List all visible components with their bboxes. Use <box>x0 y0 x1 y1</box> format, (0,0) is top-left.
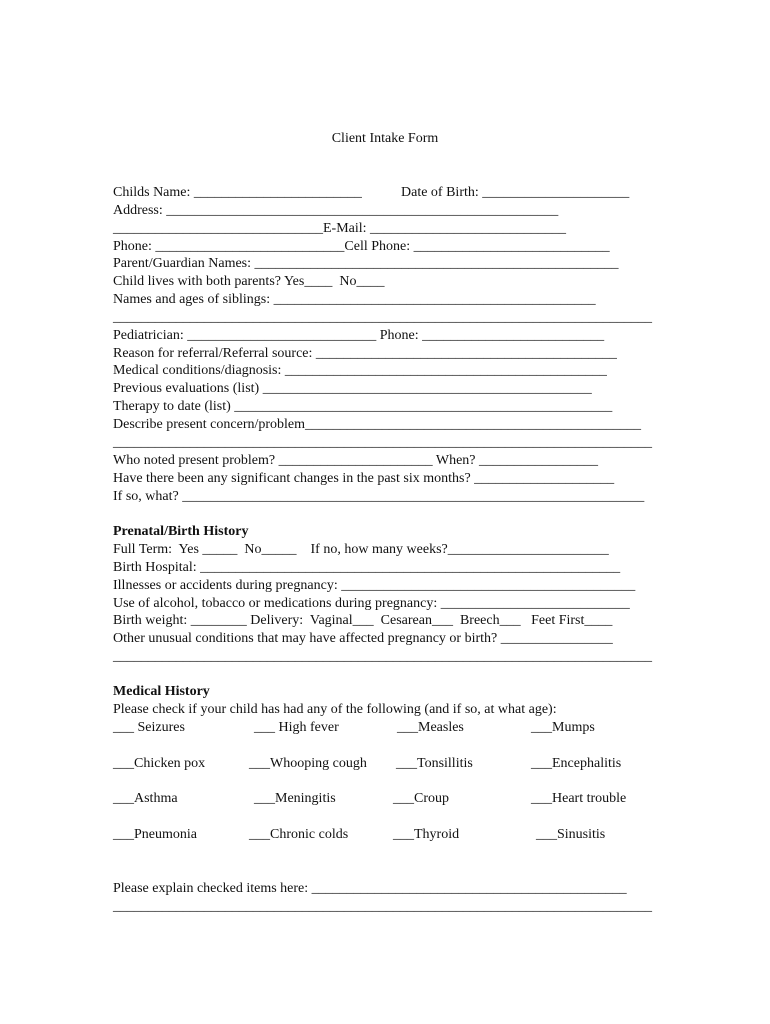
checkbox-asthma[interactable]: ___Asthma <box>113 791 178 806</box>
full-term-field[interactable]: Full Term: Yes _____ No_____ If no, how many weeks?_______________________ <box>113 542 609 557</box>
medical-history-heading: Medical History <box>113 684 210 699</box>
medical-instructions: Please check if your child has had any of the following (and if so, at what age): <box>113 702 557 717</box>
birth-hospital-field[interactable]: Birth Hospital: ____________________________________________________________ <box>113 560 621 575</box>
explain-checked-field[interactable]: Please explain checked items here: _____________________________________________ <box>113 881 627 896</box>
medical-conditions-field[interactable]: Medical conditions/diagnosis: ______________________________________________ <box>113 363 607 378</box>
checkbox-seizures[interactable]: ___ Seizures <box>113 720 185 735</box>
referral-field[interactable]: Reason for referral/Referral source: ___________________________________________ <box>113 346 617 361</box>
guardian-names-field[interactable]: Parent/Guardian Names: ____________________________________________________ <box>113 256 619 271</box>
previous-evaluations-field[interactable]: Previous evaluations (list) _______________________________________________ <box>113 381 592 396</box>
blank-line[interactable]: _____________________________________________________________________________ <box>113 435 652 450</box>
checkbox-thyroid[interactable]: ___Thyroid <box>393 827 460 842</box>
checkbox-croup[interactable]: ___Croup <box>393 791 449 806</box>
if-so-what-field[interactable]: If so, what? __________________________________________________________________ <box>113 489 645 504</box>
childs-name-field[interactable]: Childs Name: ________________________ <box>113 185 362 200</box>
prenatal-heading: Prenatal/Birth History <box>113 524 249 539</box>
birth-weight-field[interactable]: Birth weight: ________ Delivery: Vaginal___ Cesarean___ Breech___ Feet First____ <box>113 613 613 628</box>
present-concern-field[interactable]: Describe present concern/problem________________________________________________ <box>113 417 642 432</box>
checkbox-encephalitis[interactable]: ___Encephalitis <box>531 756 622 771</box>
form-title: Client Intake Form <box>331 131 439 146</box>
blank-line[interactable]: _____________________________________________________________________________ <box>113 310 652 325</box>
pediatrician-field[interactable]: Pediatrician: ___________________________ Phone: __________________________ <box>113 328 605 343</box>
checkbox-tonsillitis[interactable]: ___Tonsillitis <box>396 756 473 771</box>
checkbox-heart-trouble[interactable]: ___Heart trouble <box>531 791 627 806</box>
checkbox-chronic-colds[interactable]: ___Chronic colds <box>249 827 349 842</box>
checkbox-chicken-pox[interactable]: ___Chicken pox <box>113 756 206 771</box>
checkbox-mumps[interactable]: ___Mumps <box>531 720 595 735</box>
checkbox-meningitis[interactable]: ___Meningitis <box>254 791 336 806</box>
therapy-field[interactable]: Therapy to date (list) ______________________________________________________ <box>113 399 613 414</box>
siblings-field[interactable]: Names and ages of siblings: ______________________________________________ <box>113 292 596 307</box>
who-noted-field[interactable]: Who noted present problem? ______________________ When? _________________ <box>113 453 599 468</box>
both-parents-field[interactable]: Child lives with both parents? Yes____ No____ <box>113 274 385 289</box>
address-field[interactable]: Address: ________________________________________________________ <box>113 203 559 218</box>
blank-line[interactable]: _____________________________________________________________________________ <box>113 649 652 664</box>
checkbox-whooping-cough[interactable]: ___Whooping cough <box>249 756 367 771</box>
substance-use-field[interactable]: Use of alcohol, tobacco or medications during pregnancy: ___________________________ <box>113 596 630 611</box>
phone-field[interactable]: Phone: ___________________________Cell Phone: ____________________________ <box>113 239 610 254</box>
significant-changes-field[interactable]: Have there been any significant changes in the past six months? ____________________ <box>113 471 615 486</box>
pregnancy-illnesses-field[interactable]: Illnesses or accidents during pregnancy: __________________________________________ <box>113 578 636 593</box>
date-of-birth-field[interactable]: Date of Birth: _____________________ <box>401 185 630 200</box>
checkbox-measles[interactable]: ___Measles <box>397 720 464 735</box>
checkbox-sinusitis[interactable]: ___Sinusitis <box>536 827 606 842</box>
checkbox-pneumonia[interactable]: ___Pneumonia <box>113 827 197 842</box>
checkbox-high-fever[interactable]: ___ High fever <box>254 720 339 735</box>
email-field[interactable]: ______________________________E-Mail: ____________________________ <box>113 221 567 236</box>
unusual-conditions-field[interactable]: Other unusual conditions that may have affected pregnancy or birth? ________________ <box>113 631 613 646</box>
blank-line[interactable]: _____________________________________________________________________________ <box>113 899 652 914</box>
